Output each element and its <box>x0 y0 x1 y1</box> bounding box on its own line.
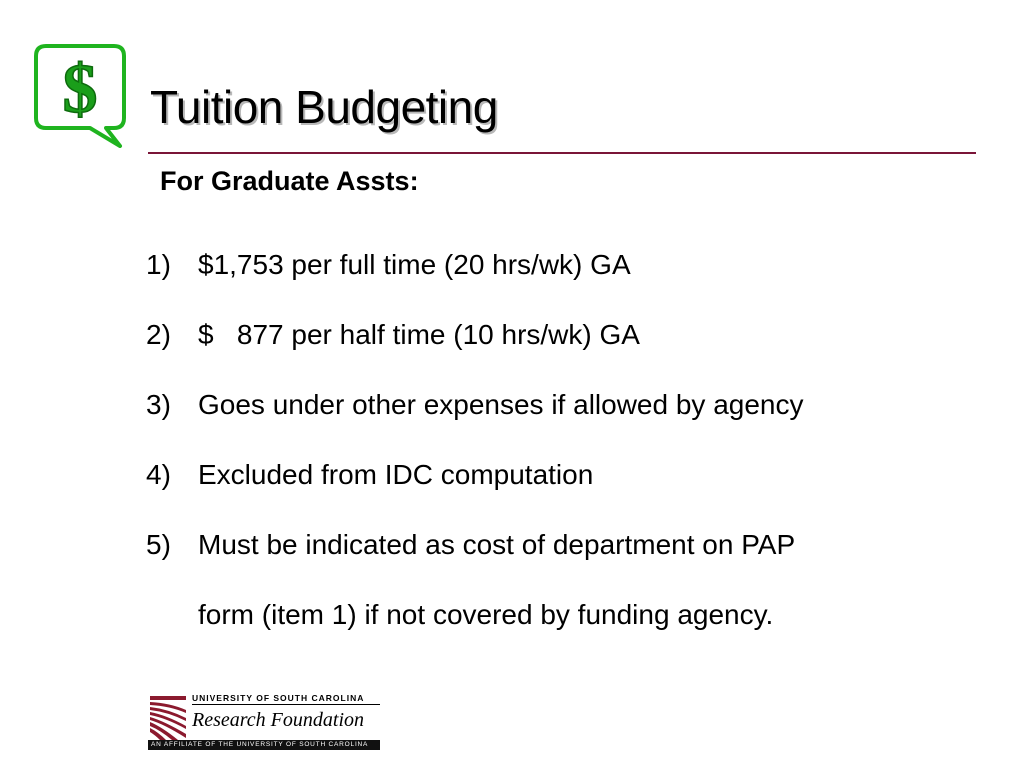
logo-name: Research Foundation <box>192 709 365 731</box>
list-item-text: $1,753 per full time (20 hrs/wk) GA <box>198 249 631 280</box>
list-item-number: 4) <box>146 459 171 490</box>
dollar-speech-bubble-icon <box>32 42 128 150</box>
slide-title: Tuition Budgeting <box>150 81 498 133</box>
logo-affiliate-bar: AN AFFILIATE OF THE UNIVERSITY OF SOUTH CAROLINA <box>148 740 380 750</box>
subheading: For Graduate Assts: <box>160 166 419 196</box>
list-item-text: Must be indicated as cost of department on PAP <box>198 529 796 560</box>
list-item-number: 1) <box>146 249 171 280</box>
title-divider <box>148 152 976 154</box>
list-item-text: Goes under other expenses if allowed by agency <box>198 389 804 420</box>
list-item <box>146 510 966 580</box>
logo-university-text: UNIVERSITY OF SOUTH CAROLINA <box>192 693 365 703</box>
list-item-number: 5) <box>146 529 171 560</box>
list-item-continuation <box>146 580 966 650</box>
dollar-glyph: $ <box>62 51 98 128</box>
logo-divider <box>192 704 380 705</box>
list-item <box>146 440 966 510</box>
list-item-number: 3) <box>146 389 171 420</box>
list-item-text: form (item 1) if not covered by funding agency. <box>198 599 774 630</box>
research-foundation-logo <box>148 690 380 750</box>
list-item <box>146 300 966 370</box>
list-item-number: 2) <box>146 319 171 350</box>
list-item-number <box>146 580 198 650</box>
list-item <box>146 370 966 440</box>
budget-list <box>146 230 966 650</box>
list-item-text: Excluded from IDC computation <box>198 459 594 490</box>
list-item-text: $ 877 per half time (10 hrs/wk) GA <box>198 319 640 350</box>
list-item <box>146 230 966 300</box>
